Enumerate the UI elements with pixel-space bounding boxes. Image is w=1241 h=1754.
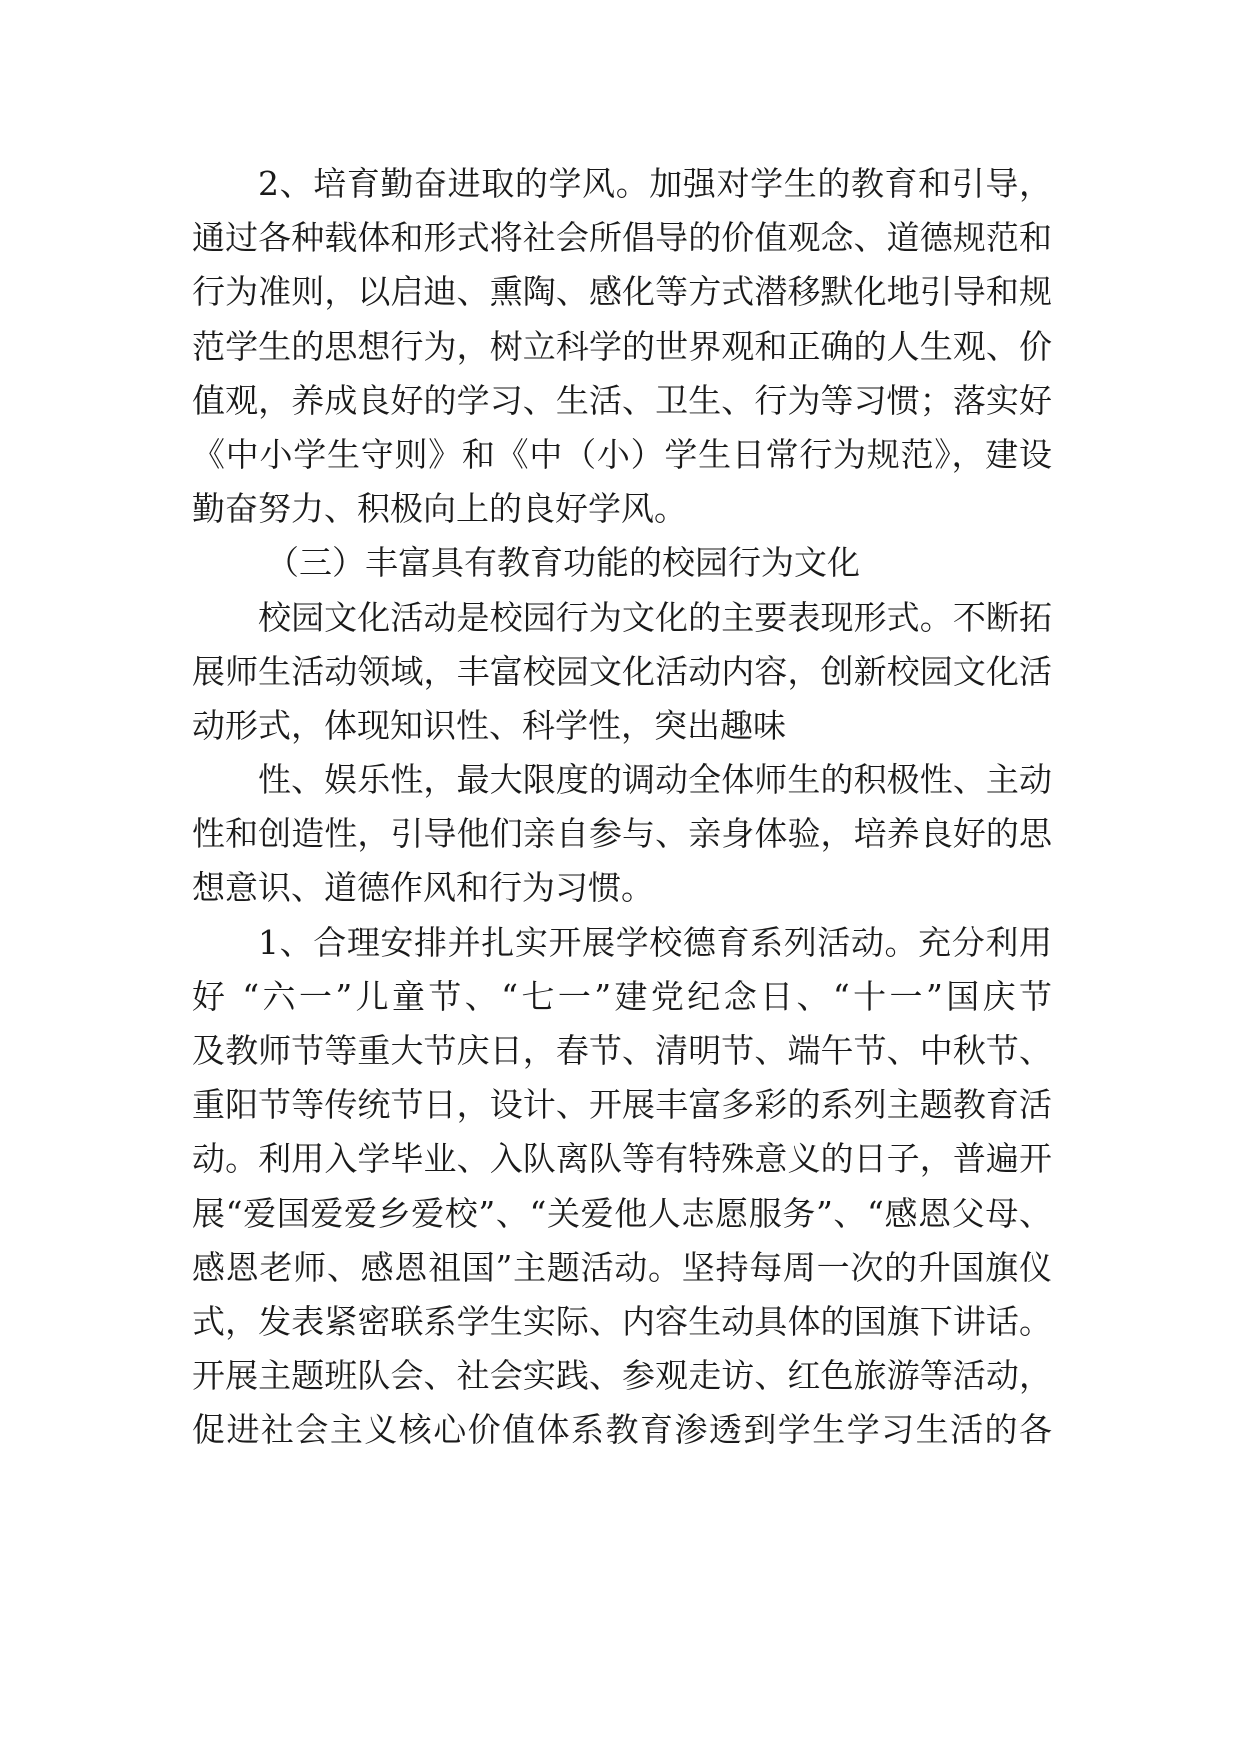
text-line: 式，发表紧密联系学生实际、内容生动具体的国旗下讲话。 [192, 1301, 1052, 1341]
text-line: 行为准则，以启迪、熏陶、感化等方式潜移默化地引导和规 [192, 272, 1052, 312]
text-line: 促进社会主义核心价值体系教育渗透到学生学习生活的各 [192, 1410, 1052, 1450]
document-body [192, 157, 1052, 1458]
text-line: 开展主题班队会、社会实践、参观走访、红色旅游等活动， [192, 1356, 1052, 1396]
text-line: 展师生活动领域，丰富校园文化活动内容，创新校园文化活 [192, 651, 1052, 691]
text-line: 动形式，体现知识性、科学性，突出趣味 [192, 705, 786, 745]
text-line: 校园文化活动是校园行为文化的主要表现形式。不断拓 [258, 597, 1052, 637]
text-line: 1、合理安排并扎实开展学校德育系列活动。充分利用 [258, 922, 1052, 962]
text-line: 勤奋努力、积极向上的良好学风。 [192, 489, 687, 529]
text-line: 好 “六一”儿童节、“七一”建党纪念日、“十一”国庆节 [192, 976, 1052, 1016]
text-line: 性、娱乐性，最大限度的调动全体师生的积极性、主动 [258, 760, 1052, 800]
text-line: 值观，养成良好的学习、生活、卫生、行为等习惯；落实好 [192, 380, 1052, 420]
text-line: 及教师节等重大节庆日，春节、清明节、端午节、中秋节、 [192, 1031, 1052, 1070]
text-line: 范学生的思想行为，树立科学的世界观和正确的人生观、价 [192, 326, 1052, 366]
text-line: 感恩老师、感恩祖国”主题活动。坚持每周一次的升国旗仪 [192, 1247, 1052, 1287]
text-line: 2、培育勤奋进取的学风。加强对学生的教育和引导， [258, 164, 1052, 203]
section-heading: （三）丰富具有教育功能的校园行为文化 [266, 543, 860, 583]
text-line: 想意识、道德作风和行为习惯。 [192, 868, 654, 908]
text-line: 动。利用入学毕业、入队离队等有特殊意义的日子，普遍开 [192, 1139, 1052, 1179]
text-line: 《中小学生守则》和《中（小）学生日常行为规范》，建设 [192, 434, 1052, 474]
text-line: 通过各种载体和形式将社会所倡导的价值观念、道德规范和 [192, 218, 1052, 258]
text-line: 展“爱国爱爱乡爱校”、“关爱他人志愿服务”、“感恩父母、 [192, 1193, 1052, 1233]
text-line: 重阳节等传统节日，设计、开展丰富多彩的系列主题教育活 [192, 1085, 1052, 1125]
text-line: 性和创造性，引导他们亲自参与、亲身体验，培养良好的思 [192, 814, 1052, 854]
